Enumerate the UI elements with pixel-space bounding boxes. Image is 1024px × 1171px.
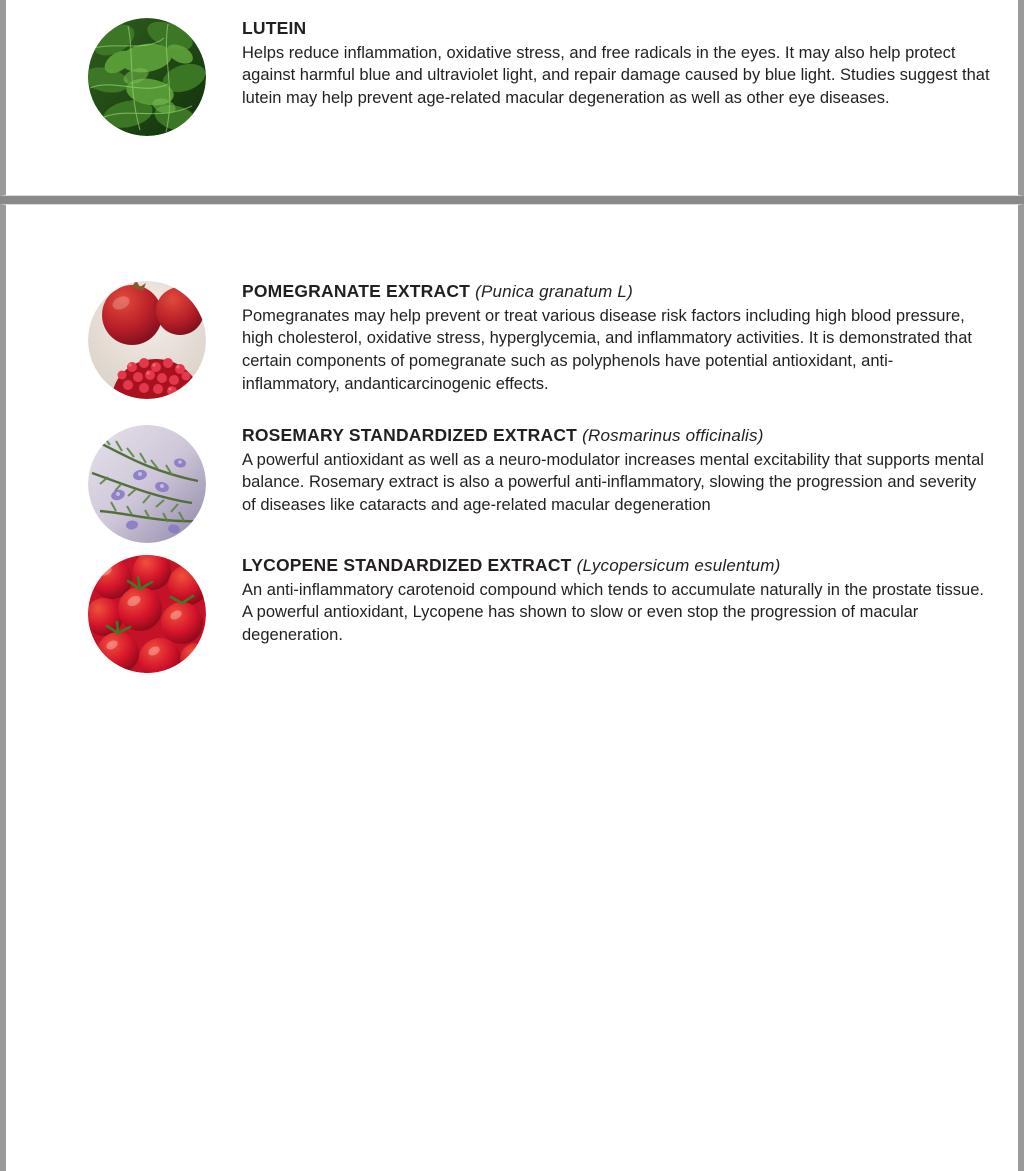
- rosemary-sprig-photo: [88, 425, 206, 543]
- ingredient-description: A powerful antioxidant as well as a neuro-modulator increases mental excitability that supports mental balance. Rosemary extract is also a powerful anti-inflammatory, slowing the progression and severity of diseases like cataracts and age-related macular degeneration: [242, 450, 984, 515]
- ingredient-text-rosemary: [242, 425, 990, 517]
- ingredient-title-text: LYCOPENE STANDARDIZED EXTRACT: [242, 555, 572, 575]
- ingredient-description: An anti-inflammatory carotenoid compound which tends to accumulate naturally in the prostate tissue. A powerful antioxidant, Lycopene has shown to slow or even stop the progression of macular degeneration.: [242, 580, 984, 645]
- ingredient-title: [242, 555, 990, 577]
- pomegranate-fruit-photo: [88, 281, 206, 399]
- ingredient-entry-lycopene: [88, 555, 990, 673]
- ingredient-entry-rosemary: [88, 425, 990, 543]
- ingredient-latin-name: (Rosmarinus officinalis): [582, 426, 764, 445]
- tomatoes-photo: [88, 555, 206, 673]
- document-page-top: [0, 0, 1024, 196]
- ingredient-title: [242, 425, 990, 447]
- ingredient-text-lutein: [242, 18, 990, 110]
- document-page-bottom: [0, 204, 1024, 1171]
- ingredient-title-text: LUTEIN: [242, 18, 307, 38]
- ingredient-title: [242, 281, 990, 303]
- ingredient-entry-pomegranate: [88, 281, 990, 399]
- ingredient-entry-lutein: [88, 18, 990, 136]
- ingredient-latin-name: (Punica granatum L): [475, 282, 633, 301]
- ingredient-description: Pomegranates may help prevent or treat various disease risk factors including high blood pressure, high cholesterol, oxidative stress, hyperglycemia, and inflammatory activities. It is demonstrated that certain components of pomegranate such as polyphenols have potential antioxidant, anti-inflammatory, andanticarcinogenic effects.: [242, 306, 972, 393]
- ingredient-text-lycopene: [242, 555, 990, 647]
- ingredient-text-pomegranate: [242, 281, 990, 395]
- ingredient-title: [242, 18, 990, 40]
- page-gutter: [0, 196, 1024, 204]
- ingredient-latin-name: (Lycopersicum esulentum): [576, 556, 781, 575]
- ingredient-title-text: ROSEMARY STANDARDIZED EXTRACT: [242, 425, 578, 445]
- ingredient-title-text: POMEGRANATE EXTRACT: [242, 281, 471, 301]
- ingredient-description: Helps reduce inflammation, oxidative stress, and free radicals in the eyes. It may also help protect against harmful blue and ultraviolet light, and repair damage caused by blue light. Studies suggest that lutein may help prevent age-related macular degeneration as well as other eye diseases.: [242, 43, 990, 108]
- kale-leafy-greens-photo: [88, 18, 206, 136]
